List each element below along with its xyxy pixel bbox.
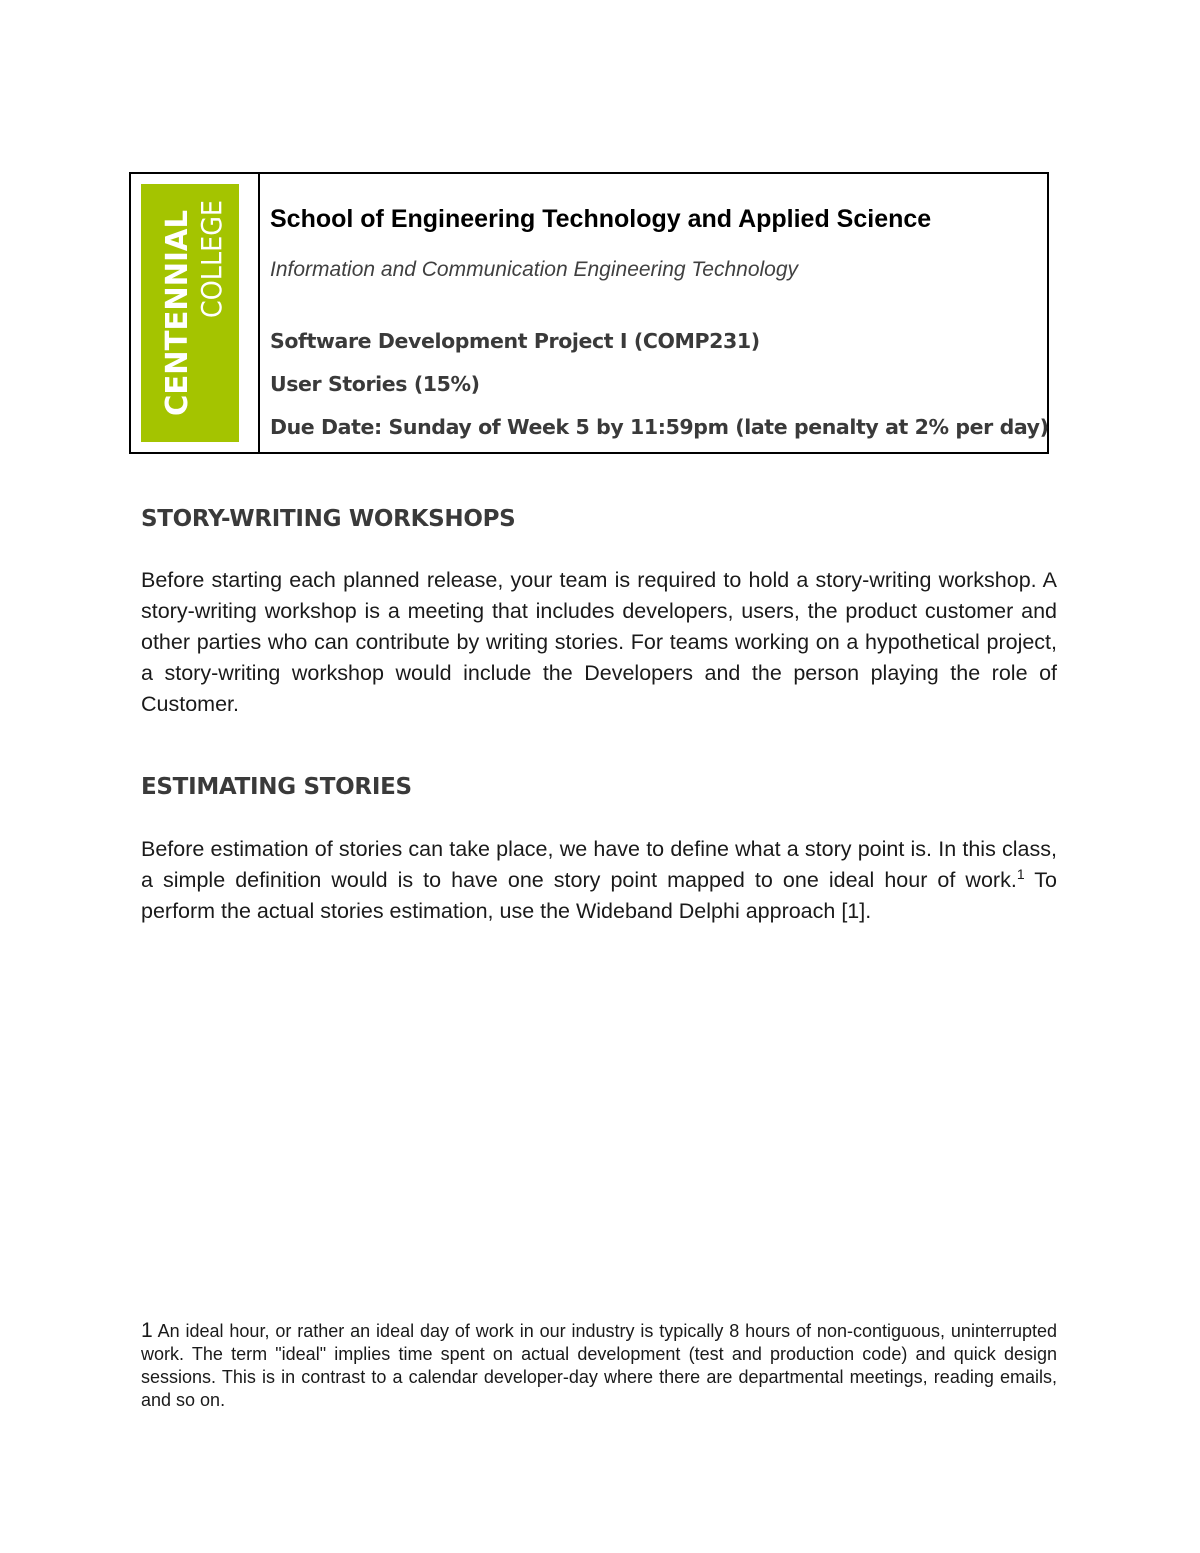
footnote-reference[interactable]: 1 <box>1016 866 1025 882</box>
estimating-text-part2: To perform the actual stories estimation, use the Wideband Delphi approach [1]. <box>141 868 1057 923</box>
logo-cell <box>131 174 260 452</box>
footnote <box>141 1319 1057 1412</box>
school-name: School of Engineering Technology and Applied Science <box>270 205 932 233</box>
section-body-estimating <box>141 834 1057 927</box>
footnote-number: 1 <box>141 1319 153 1342</box>
estimating-text-part1: Before estimation of stories can take place, we have to define what a story point is. In this class, a simple definition would is to have one story point mapped to one ideal hour of work. <box>141 837 1057 892</box>
logo-text-college: COLLEGE <box>195 188 228 318</box>
footnote-text: An ideal hour, or rather an ideal day of work in our industry is typically 8 hours of non-contiguous, uninterrupted work. The term "ideal" implies time spent on actual development (test and production code) and quick design sessions. This is in contrast to a calendar developer-day where there are departmental meetings, reading emails, and so on. <box>141 1321 1057 1410</box>
program-name: Information and Communication Engineering Technology <box>270 258 799 281</box>
due-date: Due Date: Sunday of Week 5 by 11:59pm (late penalty at 2% per day) <box>270 415 1049 439</box>
section-heading-estimating: ESTIMATING STORIES <box>141 774 412 800</box>
document-header <box>129 172 1049 454</box>
centennial-college-logo <box>141 184 239 442</box>
course-info <box>268 174 1049 452</box>
section-heading-story-writing: STORY-WRITING WORKSHOPS <box>141 506 516 532</box>
section-body-story-writing: Before starting each planned release, your team is required to hold a story-writing workshop. A story-writing workshop is a meeting that includes developers, users, the product customer and other parties who can contribute by writing stories. For teams working on a hypothetical project, a story-writing workshop would include the Developers and the person playing the role of Customer. <box>141 568 1057 716</box>
course-title: Software Development Project I (COMP231) <box>270 329 760 353</box>
logo-wordmark <box>141 184 239 442</box>
logo-text-centennial: CENTENNIAL <box>160 203 195 416</box>
assignment-title: User Stories (15%) <box>270 372 480 396</box>
